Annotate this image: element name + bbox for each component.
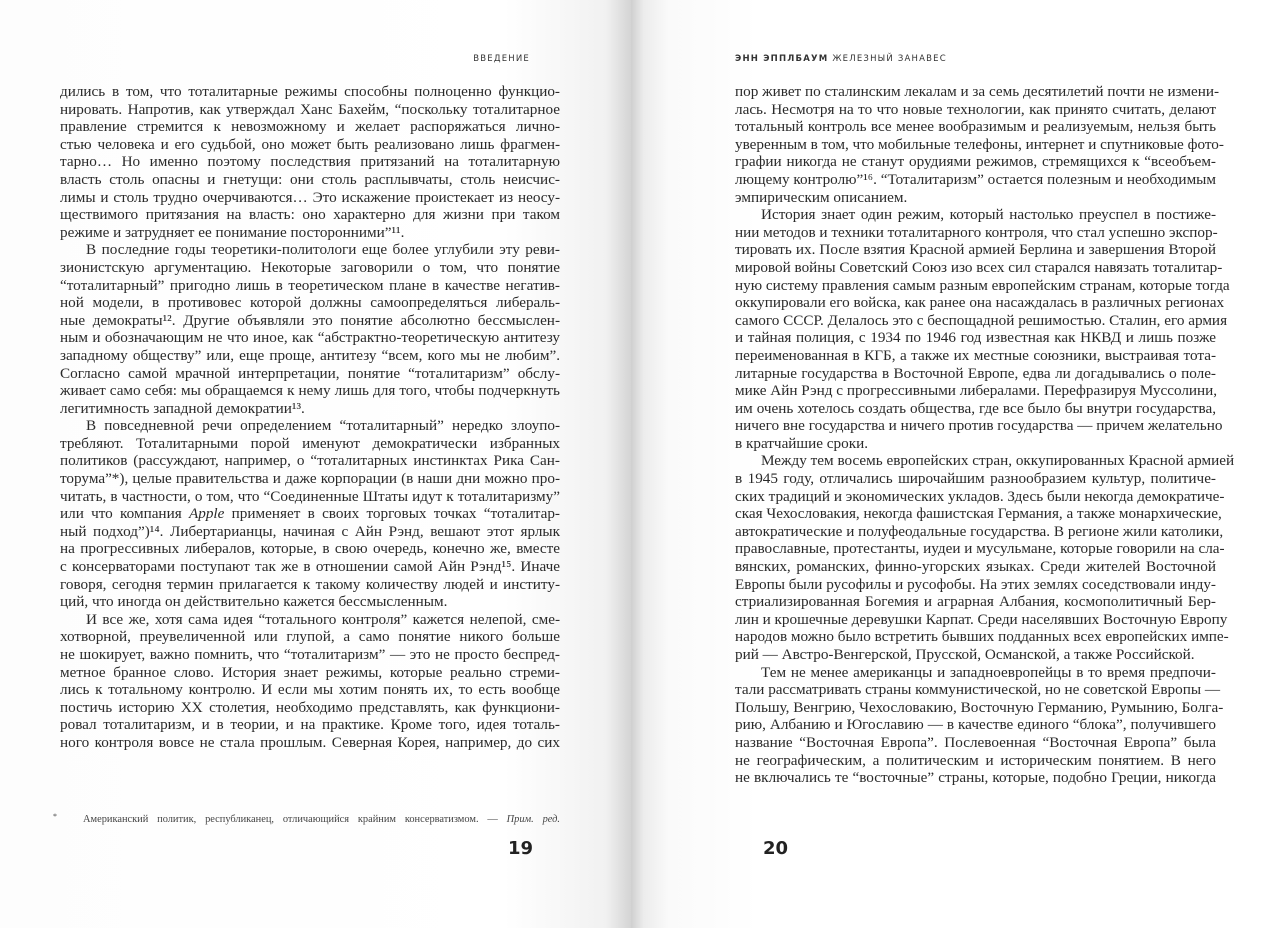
text-line: тарно… Но именно поэтому последствия притязаний на тоталитарную <box>60 153 560 171</box>
text-line: ничего вне государства и ничего против государства — причем желательно <box>735 417 1223 435</box>
text-line: эмпирическим описанием. <box>735 188 908 206</box>
text-line: с консерваторами поступают так же в отношении самой Айн Рэнд¹⁵. Иначе <box>60 558 560 576</box>
text-line: говоря, сегодня термин прилагается к такому количеству людей и институ- <box>60 575 560 593</box>
text-line: тировать их. После взятия Красной армией Берлина и завершения Второй <box>735 241 1216 259</box>
text-line: лимы и столь трудно очерчиваются… Это искажение проистекает из неосу- <box>60 188 560 206</box>
text-line: живает само себя: мы обращаемся к нему лишь для того, чтобы подчеркнуть <box>60 382 560 400</box>
paragraph <box>735 663 1224 787</box>
text-line: народов можно было встретить бывших подданных всех европейских импе- <box>735 628 1229 646</box>
text-line: режиме и затрудняет ее понимание посторонними”¹¹. <box>60 223 405 241</box>
text-line: “тоталитарный” пригодно лишь в теоретическом плане в качестве негатив- <box>60 276 560 294</box>
text-line: литарные государства в Восточной Европе, едва ли догадывались о поле- <box>735 364 1216 382</box>
text-line: тали рассматривать страны коммунистической, но не советской Европы — <box>735 681 1221 699</box>
text-line: История знает один режим, который настолько преуспел в постиже- <box>761 206 1216 224</box>
text-line: ская Чехословакия, некогда фашистская Германия, а также монархические, <box>735 505 1222 523</box>
page-number-right: 20 <box>763 838 789 859</box>
text-line: лин и крошечные деревушки Карпат. Среди населявших Восточную Европу <box>735 610 1228 628</box>
text-line: не включались те “восточные” страны, которые, подобно Греции, никогда <box>735 769 1216 787</box>
text-line: им очень хотелось создать общества, где все было бы внутри государства, <box>735 399 1216 417</box>
right-page <box>631 0 1265 928</box>
text-line: или что компания Apple применяет в своих торговых точках “тоталитар- <box>60 505 560 523</box>
footnote <box>53 814 560 825</box>
text-line: в 1945 году, отличались широчайшим разнообразием культур, политиче- <box>735 470 1216 488</box>
text-line: ного контроля вовсе не стала прошлым. Северная Корея, например, до сих <box>60 733 560 751</box>
text-line: в кратчайшие сроки. <box>735 434 869 452</box>
text-line: зионистскую аргументацию. Некоторые заговорили о том, что понятие <box>60 258 560 276</box>
text-line: ций, что иногда он действительно кажется бессмысленным. <box>60 593 448 611</box>
text-line: западному обществу” или, еще проще, антитезу “всем, кого мы не любим”. <box>60 346 560 364</box>
text-line: нии методов и техники тоталитарного контроля, что стал успешно экспор- <box>735 223 1218 241</box>
text-line: стриализированная Богемия и аграрная Албания, космополитичный Бер- <box>735 593 1216 611</box>
paragraph <box>735 83 1224 206</box>
paragraph <box>735 452 1235 663</box>
text-line: ные демократы¹². Другие объявляли это понятие абсолютно бессмыслен- <box>60 311 560 329</box>
text-line: на прогрессивных либералов, которые, в свою очередь, конечно же, вместе <box>60 540 560 558</box>
text-line: ный подход”)¹⁴. Либертарианцы, начиная с Айн Рэнд, вешают этот ярлык <box>60 522 560 540</box>
footnote-mark: * <box>53 812 57 821</box>
text-line: не шокирует, важно помнить, что “тоталитаризм” — это не просто беспред- <box>60 646 560 663</box>
text-line: дились в том, что тоталитарные режимы способны полноценно функцио- <box>60 83 560 100</box>
paragraph <box>735 206 1230 452</box>
text-line: графии никогда не станут орудиями режимов, стремящихся к “всеобъем- <box>735 153 1216 171</box>
text-line: стью человека и его судьбой, оно может быть реализовано лишь фрагмен- <box>60 135 560 153</box>
text-line: переименованная в КГБ, а также их местные союзники, выстраивая тота- <box>735 346 1216 364</box>
page-number-left: 19 <box>508 838 534 859</box>
text-line: ным и обозначающим не что иное, как “абстрактно-теоретическую антитезу <box>60 329 560 347</box>
text-line: мировой войны Советский Союз изо всех сил старался навязать тоталитар- <box>735 258 1223 276</box>
text-line: Европы были русофилы и русофобы. На этих землях соседствовали инду- <box>735 575 1216 593</box>
text-line: лась. Несмотря на то что новые технологии, как принято считать, делают <box>735 100 1216 118</box>
text-line: название “Восточная Европа”. Послевоенная “Восточная Европа” была <box>735 733 1216 751</box>
text-line: Польшу, Венгрию, Чехословакию, Восточную Германию, Румынию, Болга- <box>735 698 1224 716</box>
text-line: ной модели, в противовес которой должны самоопределяться либераль- <box>60 294 560 312</box>
text-line: нировать. Напротив, как утверждал Ханс Бахейм, “поскольку тоталитарное <box>60 100 560 118</box>
paragraph <box>60 417 560 611</box>
text-line: лись к тотальному контролю. И если мы хотим понять их, то есть вообще <box>60 681 560 699</box>
text-line: лющему контролю”¹⁶. “Тоталитаризм” остается полезным и необходимым <box>735 170 1216 188</box>
text-line: мике Айн Рэнд с прогрессивными либералами. Перефразируя Муссолини, <box>735 382 1218 400</box>
text-line: В повседневной речи определением “тоталитарный” нередко злоупо- <box>86 417 560 435</box>
text-line: ществимого притязания на власть: оно характерно для жизни при таком <box>60 206 560 224</box>
text-line: пор живет по сталинским лекалам и за семь десятилетий почти не измени- <box>735 83 1220 100</box>
text-line: ских традиций и экономических укладов. Здесь были некогда демократиче- <box>735 487 1225 505</box>
text-line: власть столь опасны и гнетущи: они столь расплывчаты, столь неисчис- <box>60 170 560 188</box>
text-line: требляют. Тоталитарными порой именуют демократически избранных <box>60 434 560 452</box>
text-line: оккупировали его войска, как ранее она насаждалась в различных регионах <box>735 294 1225 312</box>
text-line: метное бранное слово. История знает режимы, которые реально стреми- <box>60 663 560 681</box>
text-line: Между тем восемь европейских стран, оккупированных Красной армией <box>761 452 1235 470</box>
text-line: хотворной, преувеличенной или глупой, а само понятие никого больше <box>60 628 560 646</box>
paragraph <box>60 611 560 752</box>
text-line: уверенным в том, что мобильные телефоны, интернет и спутниковые фото- <box>735 135 1224 153</box>
text-line: В последние годы теоретики-политологи еще более углубили эту реви- <box>86 241 560 259</box>
right-page-body <box>735 83 1235 787</box>
text-line: самого СССР. Делалось это с беспощадной решимостью. Сталин, его армия <box>735 311 1228 329</box>
text-line: тотальный контроль все менее вообразимым и реализуемым, нельзя быть <box>735 118 1216 136</box>
footnote-text: Американский политик, республиканец, отличающийся крайним консерватизмом. — Прим. ред. <box>83 814 561 825</box>
running-head-book <box>735 54 947 64</box>
text-line: не географическим, а политическим и историческим понятием. В него <box>735 751 1216 769</box>
text-line: вянских, романских, финно-угорских языках. Среди жителей Восточной <box>735 558 1216 576</box>
text-line: Тем не менее американцы и западноевропейцы в то время предпочи- <box>761 663 1216 681</box>
running-head-chapter: ВВЕДЕНИЕ <box>473 54 530 64</box>
text-line: рий — Австро-Венгерской, Прусской, Османской, а также Российской. <box>735 646 1195 663</box>
text-line: автократические и полуфеодальные государства. В регионе жили католики, <box>735 522 1224 540</box>
left-page <box>0 0 631 928</box>
paragraph <box>60 241 560 417</box>
text-line: ную систему правления самым разным европейским странам, которые тогда <box>735 276 1230 294</box>
running-head-author: ЭНН ЭППЛБАУМ <box>735 54 829 64</box>
paragraph <box>60 83 560 241</box>
text-line: постичь историю XX столетия, необходимо представлять, как функциони- <box>60 698 560 716</box>
running-head-title: ЖЕЛЕЗНЫЙ ЗАНАВЕС <box>832 54 947 64</box>
text-line: правление стремится к невозможному и желает распоряжаться лично- <box>60 118 560 136</box>
text-line: Согласно самой мрачной интерпретации, понятие “тоталитаризм” обслу- <box>60 364 560 382</box>
text-line: и тайная полиция, с 1934 по 1946 год известная как НКВД и лишь позже <box>735 329 1216 347</box>
text-line: читать, в частности, о том, что “Соединенные Штаты идут к тоталитаризму” <box>60 487 560 505</box>
text-line: И все же, хотя сама идея “тотального контроля” кажется нелепой, сме- <box>86 610 560 628</box>
text-line: ровал тоталитаризм, и в теории, и на практике. Кроме того, идея тоталь- <box>60 716 560 734</box>
text-line: политиков (рассуждают, например, о “тоталитарных инстинктах Рика Сан- <box>60 452 560 470</box>
text-line: рию, Албанию и Югославию — в качестве единого “блока”, получившего <box>735 716 1216 734</box>
text-line: легитимность западной демократии¹³. <box>60 399 305 417</box>
text-line: православные, протестанты, иудеи и мусульмане, которые говорили на сла- <box>735 540 1225 558</box>
left-page-body <box>60 83 560 752</box>
text-line: торума”*), целые правительства и даже корпорации (в наши дни можно про- <box>60 470 560 488</box>
